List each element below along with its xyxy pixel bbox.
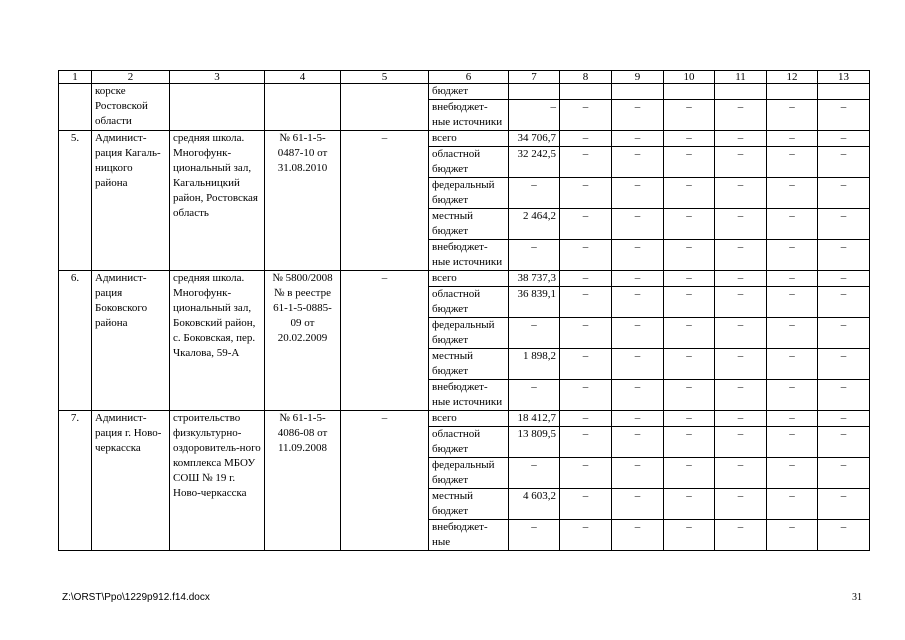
column-header: 2	[92, 71, 170, 84]
value-cell: –	[767, 178, 818, 209]
value-cell: –	[767, 147, 818, 178]
value-cell: –	[715, 100, 767, 131]
value-col7: 32 242,5	[509, 147, 560, 178]
column5-cell: –	[341, 271, 429, 411]
table-row	[59, 411, 870, 427]
value-cell: –	[560, 489, 612, 520]
value-cell: –	[767, 458, 818, 489]
value-cell: –	[767, 318, 818, 349]
column-header: 5	[341, 71, 429, 84]
value-cell	[818, 84, 870, 100]
value-col7: –	[509, 100, 560, 131]
value-cell: –	[664, 100, 715, 131]
value-cell: –	[818, 178, 870, 209]
value-cell: –	[664, 240, 715, 271]
row-number: 6.	[59, 271, 92, 411]
value-cell: –	[767, 380, 818, 411]
empty-cell	[59, 84, 92, 131]
value-col7: 4 603,2	[509, 489, 560, 520]
value-cell: –	[818, 240, 870, 271]
value-cell: –	[612, 271, 664, 287]
value-cell: –	[560, 100, 612, 131]
value-cell: –	[818, 411, 870, 427]
value-cell: –	[560, 380, 612, 411]
value-cell: –	[612, 100, 664, 131]
value-cell	[715, 84, 767, 100]
funding-type: местный бюджет	[429, 489, 509, 520]
funding-type: областной бюджет	[429, 427, 509, 458]
value-col7: –	[509, 178, 560, 209]
value-cell: –	[818, 520, 870, 551]
value-cell: –	[818, 271, 870, 287]
value-cell	[767, 84, 818, 100]
value-cell	[664, 84, 715, 100]
value-cell: –	[612, 178, 664, 209]
value-cell: –	[560, 411, 612, 427]
value-col7: 34 706,7	[509, 131, 560, 147]
value-cell: –	[715, 271, 767, 287]
value-cell: –	[715, 287, 767, 318]
value-col7: 13 809,5	[509, 427, 560, 458]
value-cell: –	[715, 458, 767, 489]
value-cell: –	[818, 147, 870, 178]
funding-type: федеральный бюджет	[429, 178, 509, 209]
value-cell: –	[560, 349, 612, 380]
organization-cell: Админист-рация Кагаль-ницкого района	[92, 131, 170, 271]
funding-type: местный бюджет	[429, 349, 509, 380]
column-header: 8	[560, 71, 612, 84]
value-cell: –	[560, 520, 612, 551]
value-cell	[560, 84, 612, 100]
funding-type: внебюджет-ные источники	[429, 100, 509, 131]
column-header: 10	[664, 71, 715, 84]
value-cell: –	[715, 209, 767, 240]
column-header: 13	[818, 71, 870, 84]
funding-type: бюджет	[429, 84, 509, 100]
value-cell: –	[560, 427, 612, 458]
funding-type: федеральный бюджет	[429, 318, 509, 349]
value-cell: –	[612, 411, 664, 427]
column-header: 4	[265, 71, 341, 84]
column-header: 6	[429, 71, 509, 84]
value-cell: –	[612, 458, 664, 489]
value-cell: –	[612, 489, 664, 520]
value-cell: –	[767, 271, 818, 287]
value-cell: –	[560, 178, 612, 209]
value-cell: –	[664, 287, 715, 318]
value-cell: –	[612, 147, 664, 178]
value-col7: –	[509, 240, 560, 271]
empty-cell	[265, 84, 341, 131]
object-cell: средняя школа. Многофунк-циональный зал, Боковский район, с. Боковская, пер. Чкалова, 59-А	[170, 271, 265, 411]
object-cell: корске Ростовской области	[92, 84, 170, 131]
value-cell: –	[818, 380, 870, 411]
value-cell: –	[818, 349, 870, 380]
header-row	[59, 71, 870, 84]
value-cell: –	[664, 178, 715, 209]
value-cell: –	[767, 411, 818, 427]
value-cell: –	[560, 209, 612, 240]
funding-type: областной бюджет	[429, 147, 509, 178]
value-cell: –	[560, 458, 612, 489]
file-path: Z:\ORST\Ppo\1229p912.f14.docx	[62, 592, 210, 603]
value-col7: 36 839,1	[509, 287, 560, 318]
funding-type: внебюджет-ные	[429, 520, 509, 551]
value-cell: –	[818, 209, 870, 240]
value-cell: –	[715, 380, 767, 411]
value-cell: –	[664, 520, 715, 551]
value-cell: –	[612, 427, 664, 458]
value-cell	[612, 84, 664, 100]
value-cell: –	[818, 100, 870, 131]
funding-type: местный бюджет	[429, 209, 509, 240]
value-col7: –	[509, 520, 560, 551]
column-header: 12	[767, 71, 818, 84]
organization-cell: Админист-рация Боковского района	[92, 271, 170, 411]
value-cell: –	[767, 209, 818, 240]
value-cell: –	[612, 209, 664, 240]
value-cell: –	[715, 318, 767, 349]
funding-type: всего	[429, 131, 509, 147]
value-cell: –	[818, 287, 870, 318]
value-cell: –	[664, 380, 715, 411]
value-cell: –	[818, 458, 870, 489]
object-cell: строительство физкультурно-оздоровитель-ного комплекса МБОУ СОШ № 19 г. Ново-черкасска	[170, 411, 265, 551]
document-cell: № 61-1-5-4086-08 от 11.09.2008	[265, 411, 341, 551]
value-cell: –	[715, 240, 767, 271]
table-row	[59, 131, 870, 147]
column-header: 1	[59, 71, 92, 84]
value-cell: –	[715, 520, 767, 551]
value-col7: 38 737,3	[509, 271, 560, 287]
value-cell: –	[715, 427, 767, 458]
value-cell: –	[560, 287, 612, 318]
document-cell: № 5800/2008 № в реестре 61-1-5-0885-09 от 20.02.2009	[265, 271, 341, 411]
value-cell: –	[715, 178, 767, 209]
value-cell: –	[664, 349, 715, 380]
value-cell: –	[664, 209, 715, 240]
value-cell: –	[560, 240, 612, 271]
value-cell: –	[767, 427, 818, 458]
value-cell: –	[767, 287, 818, 318]
column-header: 11	[715, 71, 767, 84]
value-cell: –	[767, 100, 818, 131]
value-cell: –	[664, 131, 715, 147]
table-row	[59, 84, 870, 100]
funding-type: внебюджет-ные источники	[429, 380, 509, 411]
value-cell: –	[818, 318, 870, 349]
value-cell: –	[818, 489, 870, 520]
value-cell: –	[767, 349, 818, 380]
column5-cell: –	[341, 411, 429, 551]
value-cell: –	[612, 240, 664, 271]
funding-type: всего	[429, 271, 509, 287]
value-cell: –	[818, 131, 870, 147]
value-col7	[509, 84, 560, 100]
value-col7: –	[509, 318, 560, 349]
value-col7: 2 464,2	[509, 209, 560, 240]
page-number: 31	[852, 592, 862, 603]
value-cell: –	[715, 147, 767, 178]
value-cell: –	[664, 147, 715, 178]
value-cell: –	[560, 147, 612, 178]
value-cell: –	[767, 131, 818, 147]
value-cell: –	[767, 520, 818, 551]
column5-cell: –	[341, 131, 429, 271]
value-cell: –	[612, 520, 664, 551]
object-cell: средняя школа. Многофунк-циональный зал, Кагальницкий район, Ростовская область	[170, 131, 265, 271]
value-cell: –	[715, 411, 767, 427]
value-cell: –	[664, 318, 715, 349]
row-number: 5.	[59, 131, 92, 271]
value-cell: –	[612, 287, 664, 318]
value-cell: –	[715, 489, 767, 520]
value-cell: –	[560, 271, 612, 287]
table-row	[59, 271, 870, 287]
value-col7: –	[509, 380, 560, 411]
value-cell: –	[818, 427, 870, 458]
value-col7: 18 412,7	[509, 411, 560, 427]
funding-type: всего	[429, 411, 509, 427]
funding-type: внебюджет-ные источники	[429, 240, 509, 271]
funding-type: федеральный бюджет	[429, 458, 509, 489]
value-cell: –	[664, 271, 715, 287]
value-cell: –	[612, 318, 664, 349]
value-cell: –	[664, 489, 715, 520]
empty-cell	[341, 84, 429, 131]
value-cell: –	[560, 318, 612, 349]
value-col7: –	[509, 458, 560, 489]
value-cell: –	[715, 131, 767, 147]
document-cell: № 61-1-5-0487-10 от 31.08.2010	[265, 131, 341, 271]
funding-type: областной бюджет	[429, 287, 509, 318]
row-number: 7.	[59, 411, 92, 551]
column-header: 7	[509, 71, 560, 84]
empty-cell	[170, 84, 265, 131]
value-cell: –	[767, 489, 818, 520]
value-cell: –	[612, 380, 664, 411]
value-col7: 1 898,2	[509, 349, 560, 380]
value-cell: –	[612, 349, 664, 380]
value-cell: –	[767, 240, 818, 271]
value-cell: –	[560, 131, 612, 147]
organization-cell: Админист-рация г. Ново-черкасска	[92, 411, 170, 551]
value-cell: –	[664, 458, 715, 489]
value-cell: –	[612, 131, 664, 147]
column-header: 3	[170, 71, 265, 84]
value-cell: –	[664, 427, 715, 458]
column-header: 9	[612, 71, 664, 84]
budget-table	[58, 70, 870, 551]
value-cell: –	[715, 349, 767, 380]
value-cell: –	[664, 411, 715, 427]
